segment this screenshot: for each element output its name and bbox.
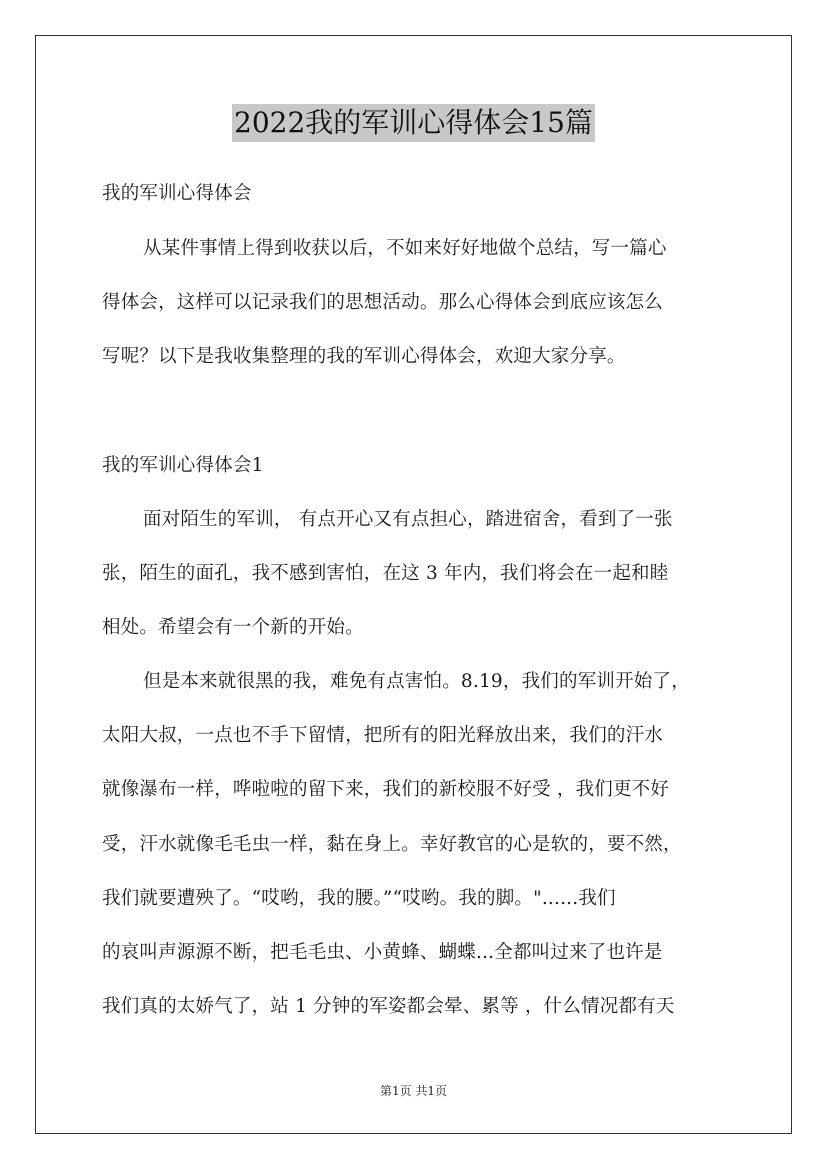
- paragraph-line: 但是本来就很黑的我，难免有点害怕。8.19，我们的军训开始了，: [143, 671, 690, 692]
- paragraph-line: 面对陌生的军训， 有点开心又有点担心，踏进宿舍，看到了一张: [143, 509, 673, 530]
- paragraph-line: 从某件事情上得到收获以后，不如来好好地做个总结，写一篇心: [143, 238, 667, 259]
- document-title: 2022我的军训心得体会15篇: [232, 104, 595, 142]
- paragraph-line: 我们就要遭殃了。“哎哟，我的腰。”“哎哟。我的脚。"......我们: [102, 888, 616, 909]
- paragraph-line: 受，汗水就像毛毛虫一样，黏在身上。幸好教官的心是软的，要不然，: [102, 834, 682, 855]
- section-heading: 我的军训心得体会1: [102, 455, 264, 476]
- paragraph-line: 得体会，这样可以记录我们的思想活动。那么心得体会到底应该怎么: [102, 292, 664, 313]
- paragraph-line: 就像瀑布一样，哗啦啦的留下来，我们的新校服不好受 ，我们更不好: [102, 779, 670, 800]
- paragraph-line: 太阳大叔，一点也不手下留情，把所有的阳光释放出来，我们的汗水: [102, 725, 664, 746]
- paragraph-line: 我们真的太娇气了，站 1 分钟的军姿都会晕、累等 ，什么情况都有天: [102, 996, 675, 1017]
- document-title-wrap: [0, 104, 827, 142]
- paragraph-line: 写呢？以下是我收集整理的我的军训心得体会，欢迎大家分享。: [102, 346, 626, 367]
- section-heading: 我的军训心得体会: [102, 183, 252, 204]
- paragraph-line: 的哀叫声源源不断，把毛毛虫、小黄蜂、蝴蝶...全都叫过来了也许是: [102, 942, 663, 963]
- paragraph-line: 相处。希望会有一个新的开始。: [102, 617, 364, 638]
- page-footer: 第1页 共1页: [379, 1084, 448, 1098]
- paragraph-line: 张，陌生的面孔，我不感到害怕，在这 3 年内，我们将会在一起和睦: [102, 563, 669, 584]
